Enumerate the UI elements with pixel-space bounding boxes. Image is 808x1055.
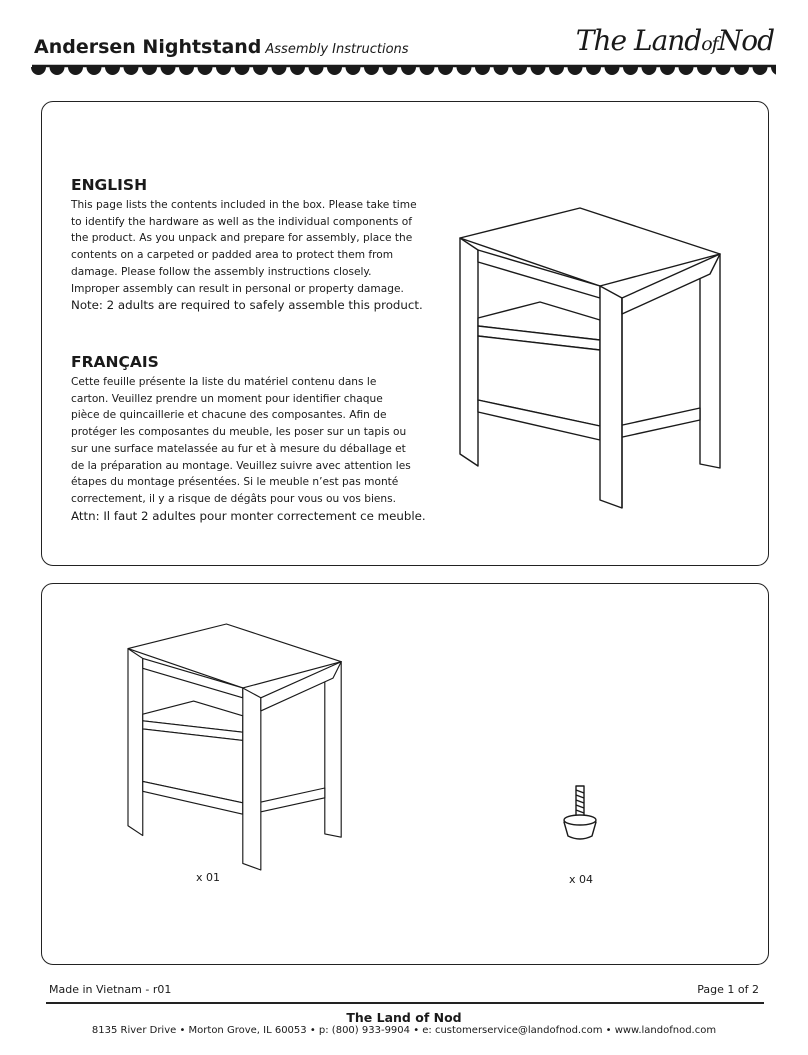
nightstand-quantity: x 01: [196, 871, 221, 884]
nightstand-illustration: [460, 208, 730, 508]
scallop-mark: [753, 67, 768, 75]
scallop-mark: [235, 67, 250, 75]
scallop-mark: [531, 67, 546, 75]
made-in-label: Made in Vietnam - r01: [49, 983, 172, 996]
page-number: Page 1 of 2: [697, 983, 759, 996]
page-header: [34, 24, 774, 66]
side-apron: [618, 408, 700, 438]
document-title: [34, 36, 409, 58]
scallop-mark: [31, 67, 46, 75]
scallop-mark: [364, 67, 379, 75]
english-line: the product. As you unpack and prepare for assembly, place the: [71, 232, 413, 245]
scallop-mark: [420, 67, 435, 75]
glide-quantity: x 04: [569, 873, 594, 886]
scallop-mark: [105, 67, 120, 75]
nightstand-part-illustration: [128, 624, 348, 869]
scallop-mark: [272, 67, 287, 75]
scallop-mark: [642, 67, 657, 75]
footer-divider: [46, 1002, 764, 1004]
instructions-panel: [41, 101, 769, 566]
scallop-mark: [568, 67, 583, 75]
company-address: 8135 River Drive • Morton Grove, IL 60053 • p: (800) 933-9904 • e: customerservice@landofnod.com • www.landofnod.com: [91, 1025, 717, 1036]
scallop-mark: [50, 67, 65, 75]
scallop-mark: [716, 67, 731, 75]
scallop-mark: [401, 67, 416, 75]
scallop-mark: [734, 67, 749, 75]
product-name: Andersen Nightstand: [34, 36, 262, 58]
scallop-mark: [142, 67, 157, 75]
scallop-mark: [549, 67, 564, 75]
scallop-mark: [346, 67, 361, 75]
english-section: [71, 176, 423, 314]
scallop-mark: [216, 67, 231, 75]
scallop-mark: [198, 67, 213, 75]
document-subtitle: Assembly Instructions: [265, 42, 409, 57]
back-left-leg: [128, 649, 143, 836]
company-name: The Land of Nod: [346, 1010, 462, 1025]
scallop-mark: [68, 67, 83, 75]
leveler-glide-illustration: [556, 782, 602, 844]
scallop-mark: [697, 67, 712, 75]
back-right-leg: [325, 662, 341, 837]
french-line: étapes du montage présentées. Si le meuble n’est pas monté: [71, 476, 399, 489]
french-line: protéger les composantes du meuble, les poser sur un tapis ou: [71, 426, 407, 439]
scallop-mark: [475, 67, 490, 75]
scallop-mark: [771, 67, 776, 75]
back-right-leg: [700, 254, 720, 468]
scallop-mark: [124, 67, 139, 75]
scallop-mark: [327, 67, 342, 75]
scallop-mark: [512, 67, 527, 75]
scallop-mark: [660, 67, 675, 75]
scallop-mark: [623, 67, 638, 75]
scallop-mark: [383, 67, 398, 75]
scallop-mark: [179, 67, 194, 75]
brand-logo: The LandofNod: [575, 24, 774, 57]
scallop-mark: [679, 67, 694, 75]
scallop-mark: [457, 67, 472, 75]
scallop-mark: [253, 67, 268, 75]
english-line: This page lists the contents included in the box. Please take time: [71, 199, 417, 211]
english-line: damage. Please follow the assembly instructions closely.: [71, 265, 372, 278]
scallop-mark: [161, 67, 176, 75]
contents-panel: [41, 583, 769, 965]
english-line: contents on a carpeted or padded area to protect them from: [71, 249, 394, 262]
side-apron: [258, 788, 325, 813]
scallop-mark: [87, 67, 102, 75]
english-note: Note: 2 adults are required to safely assemble this product.: [71, 298, 423, 313]
french-line: sur une surface matelassée au fur et à mesure du déballage et: [71, 442, 406, 455]
french-line: pièce de quincaillerie et chacune des composantes. Afin de: [71, 409, 387, 422]
scallop-border: [30, 64, 776, 86]
french-heading: FRANÇAIS: [71, 353, 159, 371]
scallop-mark: [494, 67, 509, 75]
english-line: Improper assembly can result in personal or property damage.: [71, 282, 404, 295]
french-line: de la préparation au montage. Veuillez suivre avec attention les: [71, 459, 411, 472]
french-section: [71, 353, 426, 525]
back-left-leg: [460, 238, 478, 466]
english-line: to identify the hardware as well as the individual components of: [71, 215, 412, 228]
english-heading: ENGLISH: [71, 176, 148, 194]
scallop-mark: [438, 67, 453, 75]
french-line: carton. Veuillez prendre un moment pour identifier chaque: [71, 392, 383, 405]
french-line: correctement, il y a risque de dégâts pour vous ou vos biens.: [71, 492, 397, 505]
french-note: Attn: Il faut 2 adultes pour monter correctement ce meuble.: [71, 508, 426, 523]
scallop-mark: [309, 67, 324, 75]
scallop-mark: [605, 67, 620, 75]
scallop-mark: [586, 67, 601, 75]
front-leg-face: [243, 688, 261, 870]
scallop-mark: [290, 67, 305, 75]
front-leg-face: [600, 286, 622, 508]
glide-cap-top: [564, 815, 596, 825]
french-line: Cette feuille présente la liste du matériel contenu dans le: [71, 376, 377, 388]
